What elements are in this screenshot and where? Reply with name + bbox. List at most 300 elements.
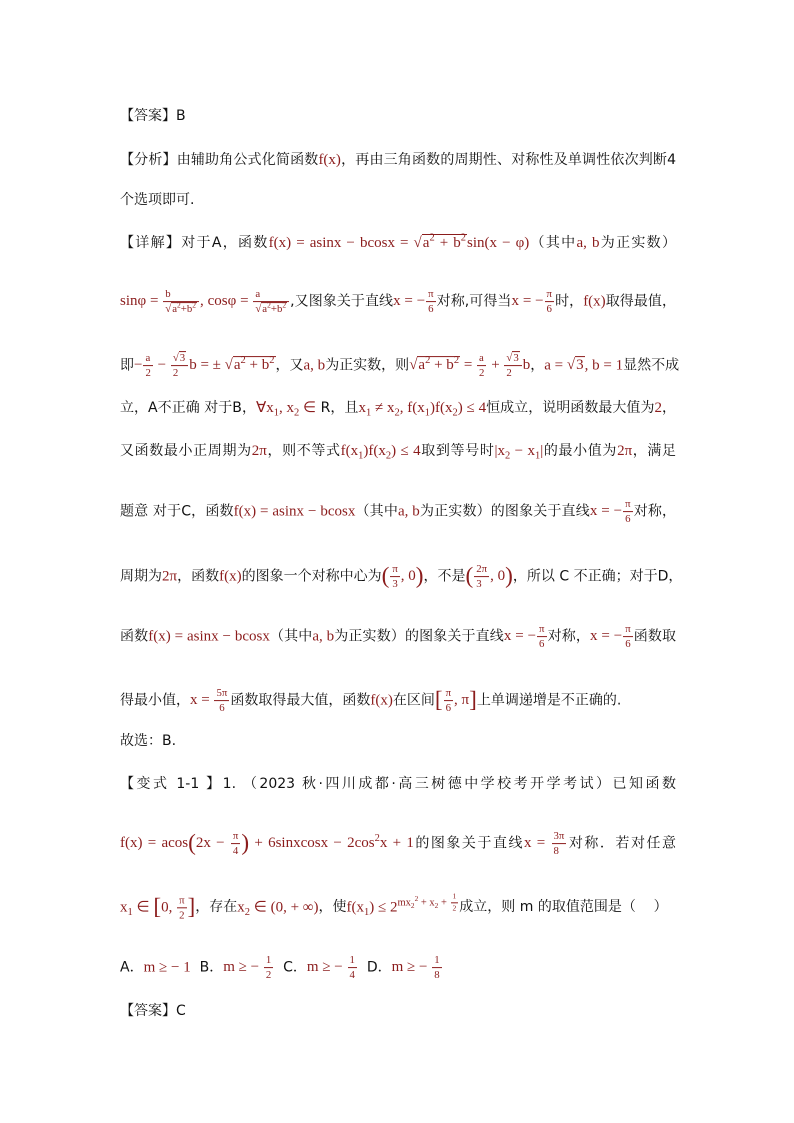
math-text: m ≥ − xyxy=(223,959,263,976)
math-text: 1 xyxy=(265,954,272,967)
math-expression xyxy=(120,288,290,316)
math-text: 3 xyxy=(476,578,482,591)
variant-question-line-3 xyxy=(120,892,676,921)
math-text: |x xyxy=(494,443,505,459)
fraction xyxy=(163,288,199,316)
fraction-numerator xyxy=(264,954,273,968)
math-text: 3 xyxy=(513,352,519,365)
math-text: 2 xyxy=(425,355,431,367)
math-text: 2π xyxy=(162,568,178,585)
math-text: 2 xyxy=(654,400,662,416)
math-text: , cosφ = xyxy=(200,293,253,310)
math-text: 2π xyxy=(251,443,267,459)
math-text: − xyxy=(134,357,143,374)
text-run: ，则不等式 xyxy=(266,443,341,459)
text-run: ，存在 xyxy=(195,899,238,916)
detail-line-4 xyxy=(120,397,676,419)
text-run: 【变式 1-1 】1. （2023 秋·四川成都·高三树德中学校考开学考试）已知函数 xyxy=(120,776,676,792)
fraction-numerator xyxy=(348,954,357,968)
math-expression xyxy=(617,443,632,459)
fraction-numerator xyxy=(474,563,489,577)
math-expression xyxy=(358,400,487,419)
bracket: ] xyxy=(469,687,477,714)
bracket: ( xyxy=(188,830,196,857)
variant-question-line-1 xyxy=(120,773,676,795)
text-run: 个选项即可. xyxy=(120,192,195,208)
text-run: 在区间 xyxy=(392,692,435,709)
math-expression xyxy=(589,498,634,526)
math-text: b xyxy=(522,357,531,374)
math-text: 1 xyxy=(273,407,279,419)
square-root xyxy=(567,356,585,373)
math-text: ∈ xyxy=(132,899,154,916)
radicand xyxy=(417,356,460,373)
math-text: ) ≤ 4 xyxy=(457,400,487,416)
text-run: 为正实数）的图象关于直线 xyxy=(334,628,504,645)
text-run: ，使 xyxy=(318,899,347,916)
math-text: f(x xyxy=(346,899,364,916)
math-text: 4 xyxy=(349,969,355,982)
fraction-denominator xyxy=(477,367,486,380)
math-expression xyxy=(255,400,317,419)
math-expression xyxy=(120,893,196,922)
math-text: f(x) xyxy=(318,152,341,168)
text-run: 故选：B. xyxy=(120,733,177,749)
math-text: )f(x xyxy=(363,443,386,459)
math-text: 6 xyxy=(546,303,552,316)
fraction xyxy=(537,623,546,651)
text-run: 函数 xyxy=(120,628,149,645)
math-expression xyxy=(511,288,556,316)
fraction xyxy=(451,892,459,912)
math-text: 1 xyxy=(365,407,372,419)
answer-line xyxy=(120,105,676,127)
detail-line-2 xyxy=(120,288,676,316)
fraction-denominator xyxy=(623,638,632,651)
conclusion-line xyxy=(120,730,676,752)
math-expression xyxy=(144,959,191,975)
math-text: π xyxy=(445,687,452,700)
text-run: ,又图象关于直线 xyxy=(290,293,394,310)
math-text: 2 xyxy=(265,969,272,982)
radicand xyxy=(233,356,276,373)
square-root xyxy=(165,300,197,316)
text-run: 成立，则 m 的取值范围是（ ） xyxy=(459,899,668,916)
math-text: +b xyxy=(270,303,283,316)
math-expression xyxy=(190,687,230,715)
math-text: , 0 xyxy=(490,568,506,585)
math-expression xyxy=(391,954,443,982)
radicand xyxy=(512,351,519,364)
math-text: 2π xyxy=(617,443,633,459)
math-text: 8 xyxy=(434,969,440,982)
square-root xyxy=(255,300,287,316)
math-text: π xyxy=(546,288,552,301)
fraction-numerator xyxy=(426,288,435,302)
math-text: m ≥ − xyxy=(306,959,347,976)
math-expression xyxy=(306,954,358,982)
math-expression xyxy=(503,623,548,651)
fraction-numerator xyxy=(623,498,632,512)
text-run: 题意 对于C，函数 xyxy=(120,503,234,520)
fraction-numerator xyxy=(537,623,546,637)
math-text: + x xyxy=(418,896,435,908)
math-text: 3 xyxy=(392,578,398,591)
text-run: ，满足 xyxy=(632,443,677,459)
text-run: 显然不成 xyxy=(623,357,680,374)
math-text: 4 xyxy=(232,845,239,858)
superscript xyxy=(282,301,286,310)
math-expression xyxy=(544,356,623,373)
fraction-denominator xyxy=(504,367,521,380)
math-text: + 6sinxcosx − 2cos xyxy=(249,835,375,852)
text-run: 函数取 xyxy=(633,628,677,645)
text-run: ， xyxy=(661,400,677,416)
fraction xyxy=(264,954,273,982)
math-text: a xyxy=(418,357,426,374)
radicand xyxy=(422,234,467,251)
detail-line-8 xyxy=(120,623,676,651)
math-text: x = xyxy=(524,835,551,852)
fraction-numerator xyxy=(177,894,186,908)
text-run: R，且 xyxy=(316,400,359,416)
math-text: 2 xyxy=(385,450,392,462)
math-text: ≠ x xyxy=(371,400,395,416)
math-expression xyxy=(318,152,341,168)
math-text: a xyxy=(255,288,261,301)
text-run: ，又 xyxy=(275,357,304,374)
analysis-line-2 xyxy=(120,189,676,211)
math-expression xyxy=(134,352,276,380)
detail-line-7 xyxy=(120,563,683,591)
math-expression xyxy=(237,899,319,918)
fraction-numerator xyxy=(545,288,554,302)
math-text: 8 xyxy=(553,845,559,858)
math-text: 1 xyxy=(349,954,355,967)
fraction xyxy=(477,352,486,380)
bracket: ( xyxy=(381,563,390,590)
math-text: 1 xyxy=(424,407,431,419)
math-expression xyxy=(494,443,544,462)
math-text: 2 xyxy=(453,355,460,367)
text-run: 【答案】C xyxy=(120,1003,186,1019)
math-text: a = xyxy=(544,357,567,374)
square-root xyxy=(173,351,186,364)
text-run: 立，A不正确 对于B， xyxy=(120,400,256,416)
math-text: x = − xyxy=(393,293,426,310)
fraction-numerator xyxy=(171,352,188,366)
math-text: π xyxy=(232,830,239,843)
math-text: 6 xyxy=(445,702,451,715)
text-run: 周期为 xyxy=(120,568,162,585)
superscript xyxy=(454,355,459,366)
math-text: 3 xyxy=(576,357,584,374)
math-text: a xyxy=(479,352,484,365)
math-text: 6 xyxy=(428,303,434,316)
text-run: 的图象关于直线 xyxy=(413,835,524,852)
detail-line-9 xyxy=(120,687,676,715)
math-text: 2 xyxy=(269,355,275,367)
fraction-denominator xyxy=(163,300,199,316)
text-run: ，所以 C 不正确；对于D， xyxy=(512,568,683,585)
math-text: 2 xyxy=(452,407,458,419)
math-text: f(x) = acos xyxy=(120,835,189,852)
fraction xyxy=(623,623,632,651)
text-run: B． xyxy=(190,959,224,976)
fraction-numerator xyxy=(214,687,229,701)
math-text: m ≥ − 1 xyxy=(143,959,191,976)
math-text: 2x − xyxy=(195,835,230,852)
math-text: ) ≤ 2 xyxy=(369,899,398,916)
fraction-numerator xyxy=(143,352,152,366)
bracket: [ xyxy=(434,687,443,714)
math-expression xyxy=(219,568,242,584)
fraction xyxy=(623,498,632,526)
text-run: ，不是 xyxy=(423,568,466,585)
square-root xyxy=(409,356,460,373)
radicand xyxy=(261,300,287,316)
fraction-denominator xyxy=(545,303,554,316)
text-run: 【答案】B xyxy=(120,108,186,124)
math-text: x xyxy=(120,899,128,916)
math-expression xyxy=(234,503,356,519)
superscript xyxy=(192,301,196,310)
fraction-numerator xyxy=(231,830,240,844)
math-expression xyxy=(465,563,513,591)
radicand xyxy=(575,356,585,373)
math-text: 2 xyxy=(282,300,287,310)
math-text: 1 xyxy=(452,891,457,901)
fraction-denominator xyxy=(231,845,240,858)
detail-line-5 xyxy=(120,440,676,462)
math-expression xyxy=(434,687,477,715)
fraction-denominator xyxy=(474,578,489,591)
math-expression xyxy=(304,357,326,373)
math-text: 1 xyxy=(434,954,440,967)
math-text: m ≥ − xyxy=(391,959,432,976)
square-root xyxy=(506,351,519,364)
math-text: 2 xyxy=(506,367,512,380)
fraction-numerator xyxy=(451,892,459,903)
math-text: sin(x − φ) xyxy=(467,235,530,251)
math-text: 6 xyxy=(625,513,631,526)
math-text: π xyxy=(625,498,631,511)
radicand xyxy=(179,351,186,364)
text-run: 为正实数，则 xyxy=(325,357,410,374)
math-text: 2 xyxy=(172,367,179,380)
math-text: a, b xyxy=(312,628,335,645)
math-text: + b xyxy=(430,357,454,374)
math-text: f(x) = asinx − bcosx = xyxy=(268,235,414,251)
text-run: ，再由三角函数的周期性、对称性及单调性依次判断4 xyxy=(340,152,677,168)
math-text: , x xyxy=(279,400,295,416)
math-expression xyxy=(393,288,437,316)
superscript xyxy=(461,233,466,244)
math-text: 2 xyxy=(414,893,419,903)
fraction xyxy=(552,830,567,858)
math-text: 3 xyxy=(179,352,186,365)
math-expression xyxy=(252,443,267,459)
text-run: 的最小值为 xyxy=(543,443,618,459)
math-expression xyxy=(590,623,634,651)
math-text: 2 xyxy=(479,367,485,380)
analysis-line-1 xyxy=(120,149,676,171)
math-text: 1 xyxy=(364,906,370,918)
bracket: ] xyxy=(187,893,196,920)
fraction xyxy=(177,894,186,922)
text-run: 取到等号时 xyxy=(420,443,495,459)
math-text: 2 xyxy=(176,300,181,310)
math-text: + xyxy=(487,357,504,374)
math-text: + b xyxy=(245,357,270,374)
math-text: 2 xyxy=(267,300,271,310)
math-text: 2 xyxy=(244,906,251,918)
math-text: ∈ (0, + ∞) xyxy=(250,899,319,916)
options-line xyxy=(120,954,676,982)
math-text: ∀x xyxy=(255,400,274,416)
text-run: 【详解】对于A，函数 xyxy=(120,235,269,251)
fraction xyxy=(171,352,188,380)
math-text: f(x xyxy=(340,443,359,459)
fraction xyxy=(143,352,152,380)
detail-line-6 xyxy=(120,498,676,526)
math-text: f(x) xyxy=(370,692,393,709)
superscript xyxy=(269,355,274,366)
math-text: 2 xyxy=(460,232,467,244)
fraction-denominator xyxy=(264,969,273,982)
math-text: π xyxy=(392,563,398,576)
fraction-denominator xyxy=(451,903,459,913)
math-expression xyxy=(162,568,177,584)
variant-answer-line xyxy=(120,1000,676,1022)
math-text: a, b xyxy=(397,503,420,520)
math-expression xyxy=(346,891,460,918)
text-run: C． xyxy=(274,959,307,976)
fraction xyxy=(504,352,521,380)
text-run: 的图象一个对称中心为 xyxy=(241,568,382,585)
math-text: )f(x xyxy=(430,400,453,416)
math-text: x = xyxy=(190,692,214,709)
math-text: 2 xyxy=(294,407,300,419)
math-text: π xyxy=(179,893,185,906)
fraction-numerator xyxy=(504,352,521,366)
math-text: a, b xyxy=(576,235,600,251)
math-text: | xyxy=(540,443,544,459)
bracket: ) xyxy=(505,563,513,590)
fraction-denominator xyxy=(348,969,357,982)
text-run: D． xyxy=(357,959,392,976)
math-text: f(x) xyxy=(583,293,606,310)
math-text: x xyxy=(358,400,366,416)
math-text: 1 xyxy=(534,450,541,462)
text-run: 对称， xyxy=(633,503,677,520)
math-text: − x xyxy=(510,443,535,459)
math-expression xyxy=(576,235,599,251)
math-text: 2 xyxy=(192,300,197,310)
math-text: x xyxy=(237,899,245,916)
math-text: 3π xyxy=(553,830,565,843)
text-run: A． xyxy=(120,959,144,976)
fraction-numerator xyxy=(477,352,486,366)
text-run: 【分析】由辅助角公式化简函数 xyxy=(120,152,319,168)
text-run: ，函数 xyxy=(177,568,220,585)
fraction xyxy=(444,687,453,715)
math-text: , b = 1 xyxy=(584,357,624,374)
fraction-denominator xyxy=(143,367,152,380)
math-text: f(x) = asinx − bcosx xyxy=(148,628,270,645)
fraction-denominator xyxy=(623,513,632,526)
math-expression xyxy=(524,830,567,858)
bracket: ) xyxy=(241,830,250,857)
fraction xyxy=(432,954,441,982)
math-text: 0, xyxy=(161,899,177,916)
math-expression xyxy=(269,234,530,251)
text-run: 对称， xyxy=(547,628,591,645)
math-text: x = − xyxy=(590,628,623,645)
math-text: 1 xyxy=(358,450,364,462)
square-root xyxy=(225,356,276,373)
detail-line-3 xyxy=(120,352,680,380)
text-run: 得最小值， xyxy=(120,692,190,709)
text-run: 又函数最小正周期为 xyxy=(120,443,252,459)
math-text: a xyxy=(262,303,268,316)
fraction xyxy=(348,954,357,982)
math-expression xyxy=(381,563,424,591)
math-expression xyxy=(370,692,393,708)
math-text: 2 xyxy=(452,903,457,913)
text-run: 对称,可得当 xyxy=(436,293,512,310)
math-text: sinφ = xyxy=(120,293,163,310)
math-text: 2 xyxy=(504,450,511,462)
text-run: （其中 xyxy=(529,235,577,251)
math-expression xyxy=(340,443,421,462)
math-text: b = ± xyxy=(189,357,225,374)
fraction-denominator xyxy=(214,702,229,715)
math-text: π xyxy=(539,623,545,636)
math-text: 6 xyxy=(625,638,631,651)
math-text: x + 1 xyxy=(379,835,414,852)
fraction-denominator xyxy=(390,578,399,591)
math-text: 2 xyxy=(179,909,185,922)
text-run: 对称．若对任意 xyxy=(567,835,676,852)
math-text: π xyxy=(625,623,631,636)
fraction-denominator xyxy=(171,367,188,380)
math-text: a xyxy=(233,357,241,374)
math-text: 6 xyxy=(219,702,225,715)
math-text: b xyxy=(165,288,171,301)
math-text: 2 xyxy=(394,407,400,419)
variant-question-line-2 xyxy=(120,830,676,858)
math-text: − xyxy=(153,357,170,374)
fraction xyxy=(390,563,399,591)
bracket: ) xyxy=(415,563,424,590)
fraction-numerator xyxy=(432,954,441,968)
math-text: x = − xyxy=(589,503,623,520)
math-text: f(x) xyxy=(219,568,242,585)
fraction xyxy=(214,687,229,715)
math-expression xyxy=(312,628,334,644)
math-expression xyxy=(223,954,274,982)
math-expression xyxy=(148,628,270,644)
math-text: , f(x xyxy=(399,400,425,416)
fraction xyxy=(253,288,289,316)
math-text: 2 xyxy=(145,367,151,380)
superscript xyxy=(397,891,459,913)
fraction-numerator xyxy=(390,563,399,577)
text-run: 取得最值， xyxy=(605,293,676,310)
math-text: , 0 xyxy=(400,568,416,585)
math-text: + b xyxy=(434,235,461,251)
